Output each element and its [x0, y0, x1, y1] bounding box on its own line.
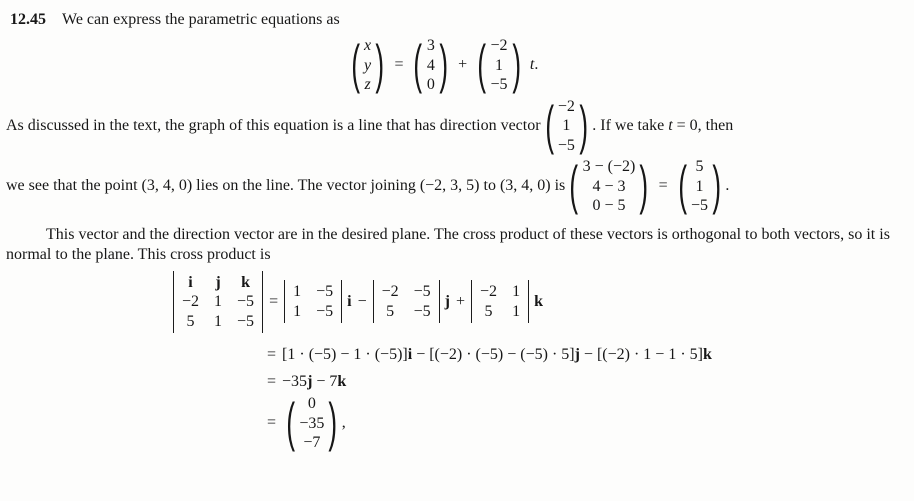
minus-sign: −	[357, 292, 367, 310]
vector-cell: 4 − 3	[592, 177, 626, 195]
vector-cell: 3 − (−2)	[582, 158, 636, 176]
unit-vector-j: j	[444, 292, 450, 310]
minus-sign: −	[412, 346, 430, 364]
det-cell: −5	[413, 283, 431, 301]
period: .	[725, 177, 730, 195]
direction-vector	[476, 36, 522, 95]
det-cell: −2	[182, 293, 200, 311]
vector-cell: −5	[691, 197, 709, 215]
problem-number: 12.45	[10, 11, 46, 28]
expansion-line	[267, 345, 909, 365]
left-paren: (	[477, 35, 487, 96]
equals-sign: =	[269, 292, 279, 310]
unit-vector-k: k	[534, 292, 543, 310]
direction-vector-inline	[544, 97, 590, 156]
minus-term: − 7	[312, 373, 338, 391]
vector-cell: 0	[307, 395, 316, 413]
vector-cell: −5	[557, 136, 575, 154]
problem-header	[10, 10, 909, 30]
simplified-line	[267, 372, 909, 392]
right-paren: )	[439, 35, 448, 96]
paragraph-point	[6, 157, 909, 216]
paragraph-text: . If we take	[592, 116, 669, 134]
det-cell: 1	[214, 293, 223, 311]
normal-vector	[285, 394, 339, 453]
det-cell: 1	[293, 302, 302, 320]
right-paren: )	[639, 156, 649, 217]
vector-cell: z	[364, 76, 371, 94]
vector-cell: −2	[490, 37, 508, 54]
determinant-equation	[173, 271, 909, 334]
det-cell: −5	[237, 312, 255, 330]
paragraph-text: we see that the point (3, 4, 0) lies on the line. The vector joining (−2, 3, 5) to (3, 4, 0) is	[6, 177, 566, 195]
vector-cell: 1	[562, 117, 571, 135]
det-cell: −5	[413, 302, 431, 320]
vector-cell: 1	[695, 177, 704, 195]
vector-cell: 4	[426, 56, 435, 74]
coefficient-j: −35	[282, 373, 308, 391]
det-cell: 1	[512, 283, 521, 301]
determinant-2x2-j	[373, 280, 440, 323]
right-paren: )	[375, 35, 385, 96]
result-line	[267, 394, 909, 453]
determinant-2x2-k	[471, 280, 529, 323]
xyz-vector	[350, 36, 386, 95]
unit-vector-i: i	[347, 292, 352, 310]
parametric-equation	[6, 36, 879, 95]
det-cell: −2	[480, 283, 498, 301]
vector-cell: −5	[490, 76, 508, 94]
det-cell: 5	[186, 312, 195, 330]
point-vector	[412, 36, 449, 95]
right-paren: )	[712, 156, 722, 217]
left-paren: (	[351, 35, 360, 96]
left-paren: (	[544, 95, 554, 156]
bracket-term-i: [1 · (−5) − 1 · (−5)]	[282, 346, 408, 364]
plus-sign: +	[456, 292, 466, 310]
det-cell: −5	[237, 293, 255, 311]
paragraph-cross-product: This vector and the direction vector are in the desired plane. The cross product of these vectors is orthogonal to both vectors, so it is normal to the plane. This cross product is	[6, 225, 890, 263]
det-cell: 5	[386, 302, 395, 320]
det-cell: 1	[214, 312, 223, 330]
left-paren: (	[678, 156, 687, 217]
det-cell: −5	[316, 302, 334, 320]
left-paren: (	[413, 35, 423, 96]
equals-sign: =	[267, 414, 277, 432]
det-cell: j	[215, 273, 221, 291]
vector-cell: 0 − 5	[592, 197, 626, 215]
determinant-3x3	[173, 271, 263, 334]
paragraph-direction	[6, 97, 909, 156]
right-paren: )	[511, 35, 521, 96]
paragraph-text: = 0, then	[672, 116, 734, 134]
determinant-2x2-i	[284, 280, 342, 323]
vector-cell: 5	[695, 158, 704, 176]
cross-product-derivation	[173, 271, 909, 453]
unit-vector-k: k	[337, 373, 347, 391]
det-cell: 1	[512, 302, 521, 320]
vector-cell: 3	[426, 37, 435, 54]
unit-vector-j: j	[307, 373, 313, 391]
bracket-term-k: [(−2) · 1 − 1 · 5]	[596, 346, 703, 364]
bracket-term-j: [(−2) · (−5) − (−5) · 5]	[429, 346, 575, 364]
det-cell: −2	[381, 283, 399, 301]
parameter-t: t	[529, 56, 535, 74]
right-paren: )	[579, 95, 588, 156]
period: .	[534, 56, 539, 74]
variable-t: t	[668, 116, 673, 134]
vector-cell: x	[364, 37, 372, 54]
difference-vector	[568, 157, 649, 216]
det-cell: 1	[293, 283, 302, 301]
det-cell: 5	[484, 302, 493, 320]
vector-cell: y	[364, 56, 372, 74]
left-paren: (	[286, 393, 296, 454]
comma: ,	[341, 414, 346, 432]
minus-sign: −	[579, 346, 597, 364]
unit-vector-i: i	[407, 346, 413, 364]
unit-vector-k: k	[702, 346, 712, 364]
equals-sign: =	[394, 56, 404, 74]
det-cell: i	[188, 273, 193, 291]
unit-vector-j: j	[574, 346, 580, 364]
paragraph-text: As discussed in the text, the graph of this equation is a line that has direction vector	[6, 116, 541, 134]
vector-cell: 0	[426, 76, 435, 94]
vector-cell: −35	[299, 414, 325, 432]
equals-sign: =	[658, 177, 668, 195]
equals-sign: =	[267, 373, 277, 391]
result-vector-inline	[677, 157, 723, 216]
det-cell: k	[241, 273, 250, 291]
plus-sign: +	[458, 56, 468, 74]
right-paren: )	[328, 393, 338, 454]
vector-cell: −2	[557, 97, 575, 115]
vector-cell: 1	[495, 56, 504, 74]
det-cell: −5	[316, 283, 334, 301]
vector-cell: −7	[303, 434, 321, 452]
left-paren: (	[569, 156, 579, 217]
equals-sign: =	[267, 346, 277, 364]
intro-text: We can express the parametric equations as	[62, 11, 340, 28]
